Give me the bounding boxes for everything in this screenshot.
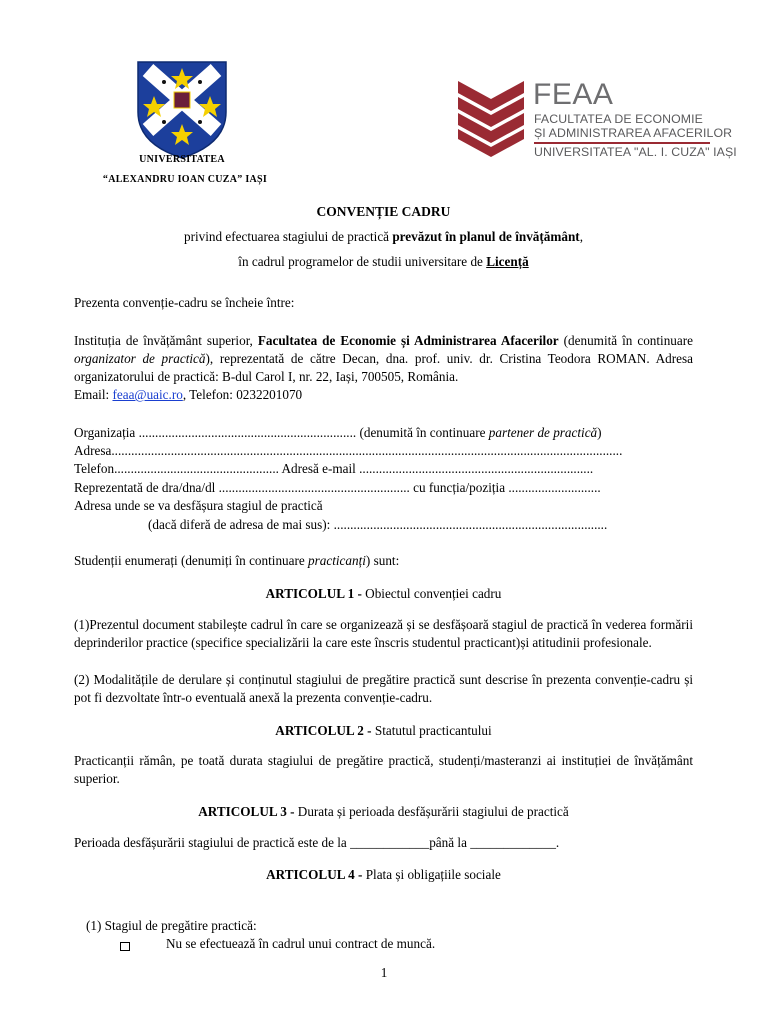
article-4-option-1: Nu se efectuează în cadrul unui contract de muncă. (166, 936, 436, 951)
partner-representative-line: Reprezentată de dra/dna/dl .......................................................... cu funcția/poziția ............................ (74, 480, 601, 495)
checkbox-no-contract[interactable] (120, 939, 130, 955)
checkbox-icon[interactable] (120, 942, 130, 951)
feaa-divider (534, 142, 710, 144)
institution-paragraph: Instituția de învățământ superior, Facultatea de Economie și Administrarea Afacerilor (denumită în continuare organizator de practică), reprezentată de către Decan, dna. prof. univ. dr. Cristina Teodora ROMAN. Adresa organizatorului de practică: B-dul Carol I, nr. 22, Iași, 700505, România. (74, 333, 693, 384)
feaa-faculty-line2: ȘI ADMINISTRAREA AFACERILOR (534, 126, 733, 140)
intro-text: Prezenta convenție-cadru se încheie între: (74, 295, 295, 310)
university-name-line1: UNIVERSITATEA (139, 154, 225, 165)
stage-address-label: Adresa unde se va desfășura stagiul de practică (74, 498, 323, 513)
document-title-text: CONVENȚIE CADRU (316, 204, 451, 219)
article-2-heading: ARTICOLUL 2 - Statutul practicantului (275, 723, 492, 738)
email-link[interactable]: feaa@uaic.ro (112, 387, 183, 402)
article-3-heading: ARTICOLUL 3 - Durata și perioada desfășurării stagiului de practică (198, 804, 569, 819)
article-1-heading: ARTICOLUL 1 - Obiectul convenției cadru (265, 586, 502, 601)
feaa-university-line: UNIVERSITATEA "AL. I. CUZA" IAȘI (534, 145, 737, 159)
article-4-heading: ARTICOLUL 4 - Plata și obligațiile sociale (266, 867, 501, 882)
partner-address-line: Adresa........................................................................................................................................................... (74, 443, 623, 458)
article-3-paragraph: Perioada desfășurării stagiului de practică este de la ____________până la _____________. (74, 835, 560, 850)
stage-address-line: (dacă diferă de adresa de mai sus): ................................................................................... (148, 517, 608, 532)
partner-phone-email-line: Telefon.................................................. Adresă e-mail ....................................................................... (74, 461, 594, 476)
article-1-paragraph-1: (1)Prezentul document stabilește cadrul în care se organizează și se desfășoară stagiul de practică în vederea formării deprinderilor practice (specifice specializării la care este înscris studentul practicant)și atitudinii profesionale. (74, 617, 693, 650)
document-subtitle-1: privind efectuarea stagiului de practică prevăzut în planul de învățământ, (184, 229, 583, 244)
article-4-item-1: (1) Stagiul de pregătire practică: (86, 918, 257, 933)
document-subtitle-2: în cadrul programelor de studii universitare de Licență (238, 254, 529, 269)
university-name-line2: “ALEXANDRU IOAN CUZA” IAȘI (102, 174, 268, 185)
page-number: 1 (380, 965, 388, 980)
feaa-book-icon (458, 81, 524, 157)
article-1-paragraph-2: (2) Modalitățile de derulare și conținutul stagiului de pregătire practică sunt descrise în prezenta convenție-cadru și pot fi dezvoltate într-o eventuală anexă la prezenta convenție-cadru. (74, 672, 693, 705)
students-intro: Studenții enumerați (denumiți în continuare practicanți) sunt: (74, 553, 400, 568)
article-2-paragraph: Practicanții rămân, pe toată durata stagiului de pregătire practică, studenți/masteranzi ai instituției de învățământ superior. (74, 753, 693, 786)
university-crest (134, 60, 230, 160)
document-title (74, 204, 693, 220)
institution-contact: Email: feaa@uaic.ro, Telefon: 0232201070 (74, 387, 303, 402)
feaa-faculty-line1: FACULTATEA DE ECONOMIE (534, 112, 703, 126)
feaa-acronym: FEAA (533, 78, 614, 111)
partner-org-line: Organizația .................................................................. (denumită în continuare partener de practică) (74, 425, 602, 440)
